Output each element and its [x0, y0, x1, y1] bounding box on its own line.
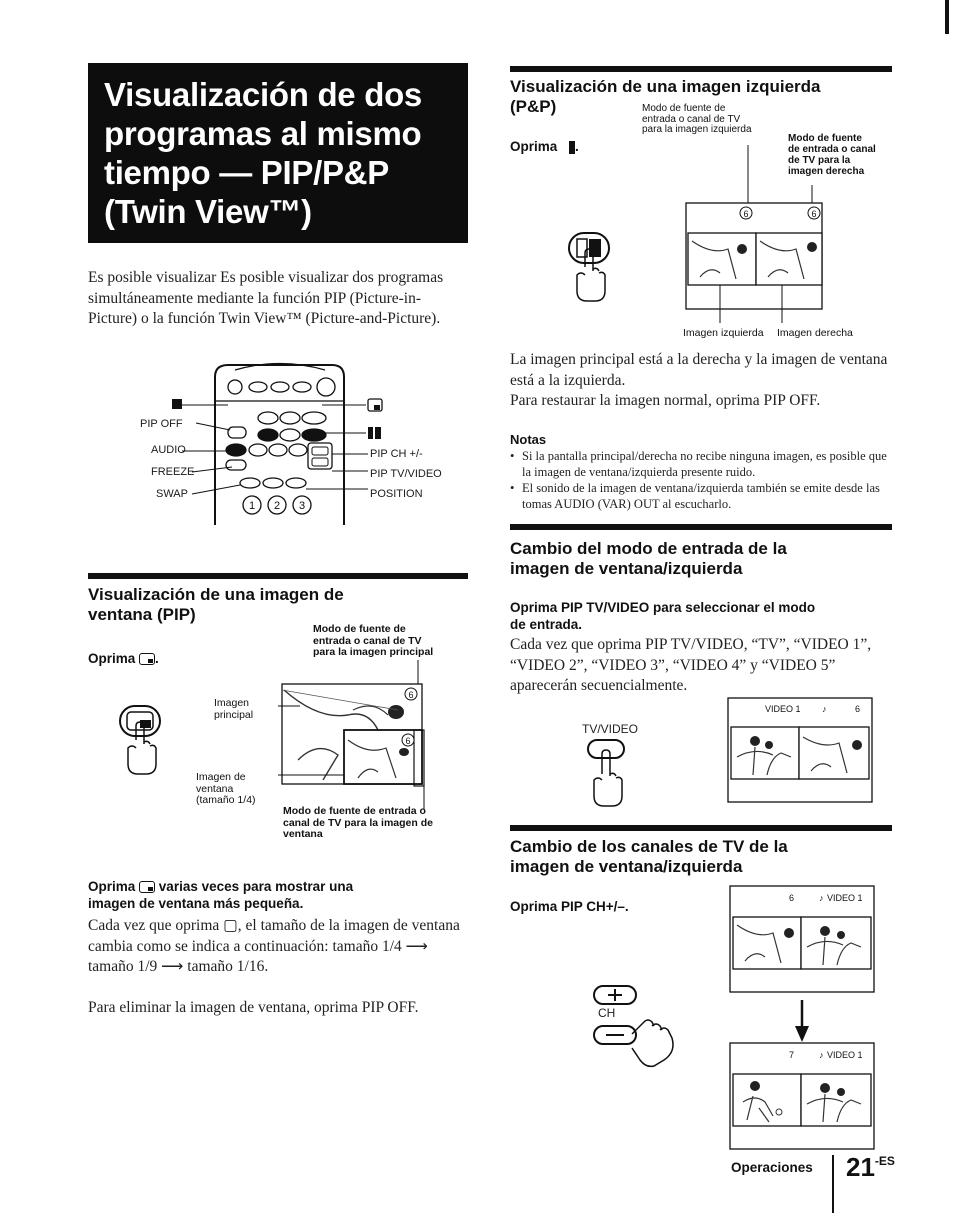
pip-heading — [88, 585, 468, 625]
pp-left-mode-note: Modo de fuente de entrada o canal de TV para la imagen izquierda — [642, 103, 752, 135]
pip-size-text: Cada vez que oprima ▢, el tamaño de la imagen de ventana cambia como se indica a continuación: tamaño 1/4 ⟶ tamaño 1/9 ⟶ tamaño 1/16. — [88, 917, 460, 975]
input-mode-instruction: Oprima PIP TV/VIDEO para seleccionar el modo de entrada. — [510, 600, 816, 632]
pp-right-channel-badge: 6 — [811, 209, 817, 219]
pp-screen-diagram — [684, 145, 836, 325]
channel-screen-diagram-2 — [729, 1042, 877, 1152]
footer-section-label: Operaciones — [731, 1160, 813, 1175]
pip-remove-text: Para eliminar la imagen de ventana, oprima PIP OFF. — [88, 999, 419, 1016]
pip-button-icon-inline — [139, 881, 155, 893]
hand-press-icon — [580, 738, 632, 810]
page-title-line-4: (Twin View™) — [104, 193, 312, 230]
label-pip-tv-video: PIP TV/VIDEO — [370, 468, 442, 480]
pip-mode-note: Modo de fuente de entrada o canal de TV para la imagen principal — [313, 623, 434, 658]
pp-heading-line-1: Visualización de una imagen izquierda — [510, 77, 821, 96]
label-freeze: FREEZE — [151, 466, 195, 478]
notes-heading: Notas — [510, 432, 547, 447]
pip-press-label: Oprima . — [88, 651, 159, 666]
ch-plus-minus-buttons — [592, 982, 692, 1072]
page-title-line-2: programas al mismo — [104, 115, 422, 152]
number-button-3: 3 — [298, 500, 306, 512]
pip-window-image-label: Imagen de ventana (tamaño 1/4) — [196, 771, 256, 806]
label-swap: SWAP — [156, 488, 188, 500]
section-divider — [88, 573, 468, 579]
channel-heading — [510, 837, 900, 877]
input-mode-body: Cada vez que oprima PIP TV/VIDEO, “TV”, “VIDEO 1”, “VIDEO 2”, “VIDEO 3”, “VIDEO 4” y “VIDEO 5” aparecerán secuencialmente. — [510, 636, 872, 694]
pip-screen-diagram — [278, 660, 430, 810]
section-divider — [510, 66, 892, 72]
notes-list — [510, 448, 892, 512]
section-divider — [510, 524, 892, 530]
pp-right-image-label: Imagen derecha — [777, 327, 853, 339]
channel-screen-diagram-1 — [729, 885, 877, 995]
pip-window-channel-badge: 6 — [405, 736, 411, 746]
ch-button-label: CH — [598, 1006, 616, 1020]
input-mode-heading-line-1: Cambio del modo de entrada de la — [510, 539, 787, 558]
section-divider — [510, 825, 892, 831]
label-pip-ch: PIP CH +/- — [370, 448, 423, 460]
page-number-suffix: -ES — [874, 1154, 895, 1168]
pip-window-mode-note: Modo de fuente de entrada o canal de TV para la imagen de ventana — [283, 805, 433, 840]
pp-heading-line-2: (P&P) — [510, 97, 557, 116]
channel-screen2-right: VIDEO 1 — [827, 1050, 863, 1060]
input-screen-left-text: VIDEO 1 — [765, 704, 801, 714]
svg-text:♪: ♪ — [819, 1050, 824, 1060]
page-title-box — [88, 63, 468, 243]
pip-main-channel-badge: 6 — [408, 690, 414, 700]
pp-body-text: La imagen principal está a la derecha y la imagen de ventana está a la izquierda. — [510, 351, 888, 389]
svg-text:♪: ♪ — [822, 704, 827, 714]
pip-main-image-label: Imagen principal — [214, 697, 254, 721]
page-title-line-3: tiempo — PIP/P&P — [104, 154, 389, 191]
label-audio: AUDIO — [151, 444, 186, 456]
pp-left-channel-badge: 6 — [743, 209, 749, 219]
intro-paragraph: Es posible visualizar Es posible visualizar dos programas simultáneamente mediante la función PIP (Picture-in-Picture) o la función Twin View™ (Picture-and-Picture). — [88, 269, 444, 327]
pip-heading-line-1: Visualización de una imagen de — [88, 585, 344, 604]
input-screen-right-text: 6 — [855, 704, 861, 714]
arrow-down-icon — [792, 1000, 812, 1042]
number-button-1: 1 — [248, 500, 256, 512]
svg-text:♪: ♪ — [819, 893, 824, 903]
hand-press-icon — [563, 227, 615, 305]
pp-right-mode-note: Modo de fuente de entrada o canal de TV para la imagen derecha — [788, 133, 876, 177]
pp-press-label: Oprima . — [510, 139, 579, 154]
note-item: • El sonido de la imagen de ventana/izquierda también se emite desde las tomas AUDIO (VAR) OUT al escucharlo. — [510, 480, 892, 512]
pip-heading-line-2: ventana (PIP) — [88, 605, 196, 624]
edge-mark — [945, 0, 949, 34]
note-item: • Si la pantalla principal/derecha no recibe ninguna imagen, es posible que la imagen de ventana/izquierda presente ruido. — [510, 448, 892, 480]
page-number: $21^{-ES}$ — [846, 1152, 895, 1182]
channel-screen1-right: VIDEO 1 — [827, 893, 863, 903]
tv-video-button-label: TV/VIDEO — [582, 722, 639, 736]
channel-screen1-left: 6 — [789, 893, 795, 903]
channel-screen2-left: 7 — [789, 1050, 795, 1060]
channel-instruction: Oprima PIP CH+/–. — [510, 899, 629, 914]
pp-restore-text: Para restaurar la imagen normal, oprima PIP OFF. — [510, 392, 821, 409]
footer-divider — [832, 1155, 834, 1213]
input-mode-heading — [510, 539, 900, 579]
hand-press-icon — [114, 700, 166, 778]
pip-button-icon — [139, 653, 155, 665]
label-pip-off: PIP OFF — [140, 418, 183, 430]
page-title-line-1: Visualización de dos — [104, 76, 422, 113]
channel-heading-line-1: Cambio de los canales de TV de la — [510, 837, 788, 856]
input-mode-heading-line-2: imagen de ventana/izquierda — [510, 559, 743, 578]
pp-left-image-label: Imagen izquierda — [683, 327, 764, 339]
input-mode-screen-diagram — [727, 697, 875, 805]
pip-press-repeat-heading: Oprima varias veces para mostrar una imagen de ventana más pequeña. — [88, 879, 354, 911]
label-position: POSITION — [370, 488, 423, 500]
number-button-2: 2 — [273, 500, 281, 512]
channel-heading-line-2: imagen de ventana/izquierda — [510, 857, 743, 876]
